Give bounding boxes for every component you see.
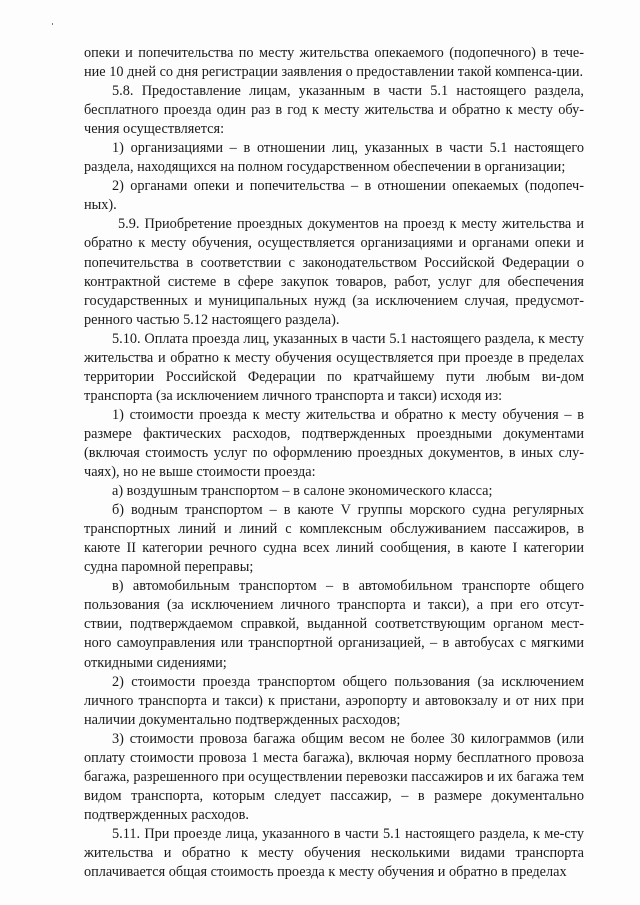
paragraph-5-8-item-1: 1) организациями – в отношении лиц, указанных в части 5.1 настоящего раздела, находящихся на полном государственном обеспечении в организации;	[84, 140, 584, 176]
paragraph-5-11: 5.11. При проезде лица, указанного в части 5.1 настоящего раздела, к ме-сту жительства и обратно к месту обучения несколькими видами транспорта оплачивается общая стоимость проезда к месту обучения и обратно в пределах	[84, 825, 584, 881]
paragraph-5-10-item-1b: б) водным транспортом – в каюте V группы морского судна регулярных транспортных линий и линий с комплексным обслуживанием пассажиров, в каюте II категории речного судна всех линий сообщения, в каюте I категории судна паромной переправы;	[84, 502, 584, 576]
paragraph-continuation: опеки и попечительства по месту жительства опекаемого (подопечного) в тече-ние 10 дней со дня регистрации заявления о предоставлении такой компенса-ции.	[84, 45, 584, 81]
paragraph-5-8: 5.8. Предоставление лицам, указанным в части 5.1 настоящего раздела, бесплатного проезда один раз в год к месту жительства и обратно к месту обу-чения осуществляется:	[84, 83, 584, 138]
paragraph-5-10-item-1c: в) автомобильным транспортом – в автомобильном транспорте общего пользования (за исключением личного транспорта и такси), а при его отсут-ствии, подтверждаемом справкой, выданной соответствующим органом мест-ного самоуправления или транспортной организацией, – в автобусах с мягкими откидными сидениями;	[84, 578, 584, 671]
paragraph-5-10-item-3: 3) стоимости провоза багажа общим весом не более 30 килограммов (или оплату стоимости провоза 1 места багажа), включая норму бесплатного провоза багажа, разрешенного при осуществлении перевозки пассажиров и их багажа тем видом транспорта, которым следует пассажир, – в размере документально подтвержденных расходов.	[84, 730, 584, 823]
paragraph-5-9: 5.9. Приобретение проездных документов на проезд к месту жительства и обратно к месту обучения, осуществляется организациями и органами опеки и попечительства в соответствии с законодательством Российской Федерации о контрактной системе в сфере закупок товаров, работ, услуг для обеспечения государственных и муниципальных нужд (за исключением случая, предусмот-ренного частью 5.12 настоящего раздела).	[84, 216, 584, 328]
paragraph-5-8-item-2: 2) органами опеки и попечительства – в отношении опекаемых (подопеч-ных).	[84, 178, 584, 214]
paragraph-5-10: 5.10. Оплата проезда лиц, указанных в части 5.1 настоящего раздела, к месту жительства и обратно к месту обучения осуществляется при проезде в пределах территории Российской Федерации по кратчайшему пути любым ви-дом транспорта (за исключением личного транспорта и такси) исходя из:	[84, 330, 584, 404]
scan-speck	[52, 23, 53, 25]
paragraph-5-10-item-2: 2) стоимости проезда транспортом общего пользования (за исключением личного транспорта и такси) к пристани, аэропорту и автовокзалу и от них при наличии документально подтвержденных расходов;	[84, 673, 584, 728]
document-body	[84, 44, 584, 882]
paragraph-5-10-item-1: 1) стоимости проезда к месту жительства и обратно к месту обучения – в размере фактических расходов, подтвержденных проездными документами (включая стоимость услуг по оформлению проездных документов, в иных слу-чаях), но не выше стоимости проезда:	[84, 406, 584, 481]
paragraph-5-10-item-1a: а) воздушным транспортом – в салоне экономического класса;	[112, 483, 493, 500]
